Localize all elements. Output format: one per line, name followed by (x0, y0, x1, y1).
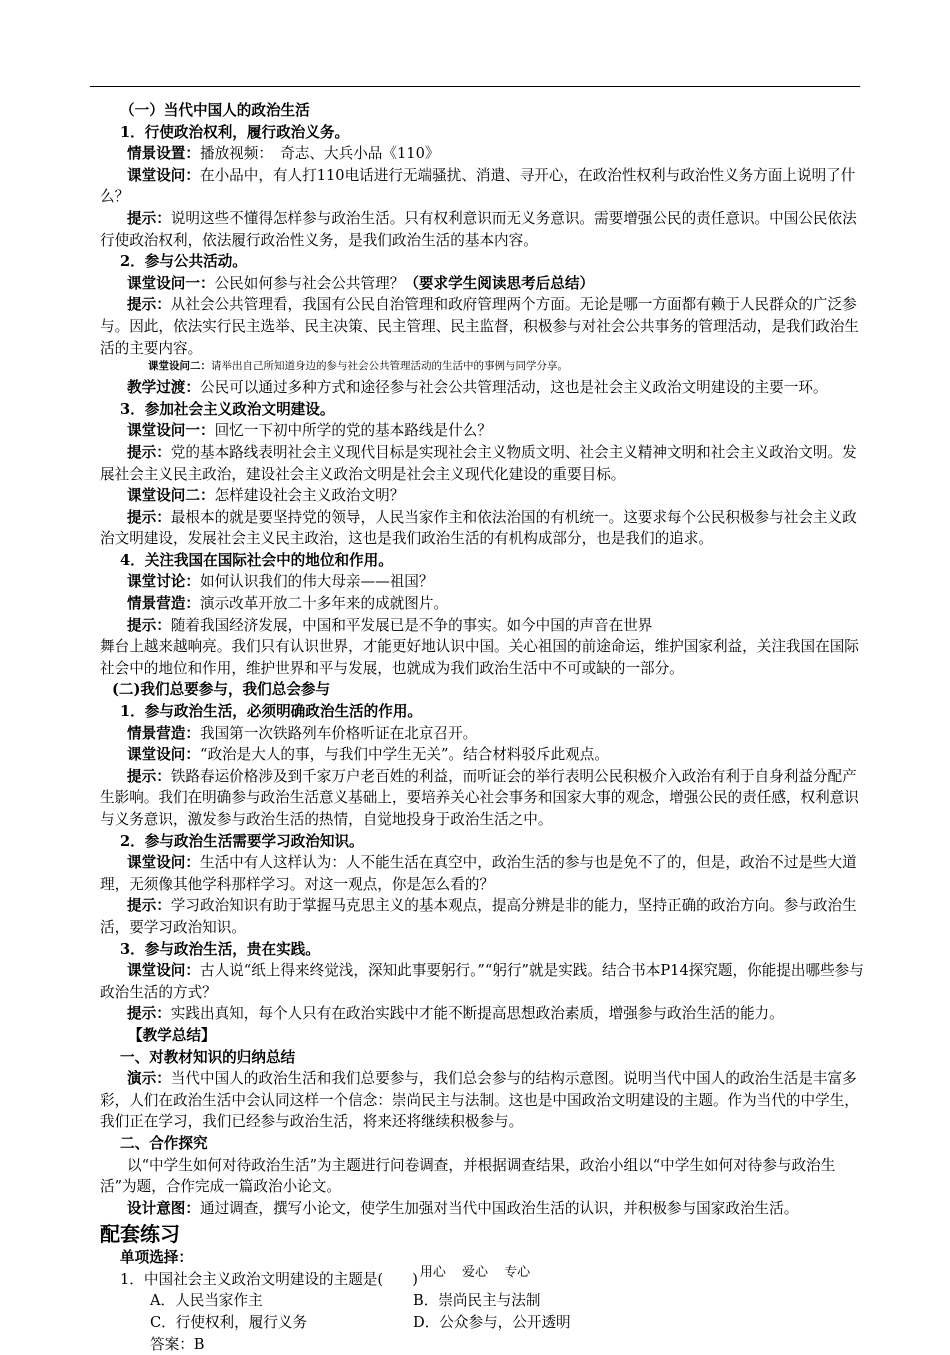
text: 怎样建设社会主义政治文明？ (214, 487, 405, 505)
text: 最根本的就是要坚持党的领导，人民当家作主和依法治国的有机统一。这要求每个公民积极参与社会主义政治文明建设，发展社会主义民主政治，这也是我们政治生活的有机构成部分，也是我们的追求。 (100, 508, 857, 548)
label: 教学过渡： (127, 379, 200, 397)
text: 党的基本路线表明社会主义现代目标是实现社会主义物质文明、社会主义精神文明和社会主义政治文明。发展社会主义民主政治，建设社会主义政治文明是社会主义现代化建设的重要目标。 (100, 443, 857, 483)
options-row (100, 1312, 865, 1334)
label: 课堂讨论： (127, 573, 200, 591)
note: （要求学生阅读思考后总结） (404, 274, 595, 292)
summary-title: 【教学总结】 (128, 1026, 216, 1044)
label: 课堂设问： (127, 746, 200, 764)
label: 设计意图： (127, 1199, 200, 1217)
s1-heading-3: 3．参加社会主义政治文明建设。 (120, 400, 335, 418)
option-d: D．公众参与，公开透明 (413, 1314, 571, 1332)
text: 演示改革开放二十多年来的成就图片。 (199, 595, 449, 613)
s2-heading-3: 3．参与政治生活，贵在实践。 (120, 940, 320, 958)
text: 回忆一下初中所学的党的基本路线是什么？ (214, 422, 492, 440)
option-c: C．行使权利，履行义务 (150, 1314, 308, 1332)
label: 课堂设问： (127, 166, 200, 184)
summary-1-title: 一、对教材知识的归纳总结 (120, 1048, 296, 1066)
text: 学习政治知识有助于掌握马克思主义的基本观点，提高分辨是非的能力，坚持正确的政治方向。参与政治生活，要学习政治知识。 (100, 897, 857, 936)
text: 铁路春运价格涉及到千家万户老百姓的利益，而听证会的举行表明公民积极介入政治有利于自身利益分配产生影响。我们在明确参与政治生活意义基础上，要培养关心社会事务和国家大事的观念，增强公民的责任感，权利意识与义务意识，激发参与政治生活的热情，自觉地投身于政治生活之中。 (100, 767, 859, 828)
page-footer: 用心 爱心 专心 (419, 1265, 531, 1280)
text: 在小品中，有人打110电话进行无端骚扰、消遣、寻开心，在政治性权利与政治性义务方面上说明了什么？ (100, 166, 856, 206)
label: 提示： (127, 1005, 171, 1023)
s2-heading-2: 2．参与政治生活需要学习政治知识。 (120, 832, 364, 850)
label: 情景营造： (127, 724, 200, 742)
label: 情景营造： (127, 595, 200, 613)
text: 公民如何参与社会公共管理？ (214, 274, 405, 292)
s1-heading-2: 2．参与公共活动。 (120, 253, 247, 271)
question-1: 1．中国社会主义政治文明建设的主题是( ) (120, 1270, 418, 1288)
label: 课堂设问二： (148, 360, 211, 373)
text: 说明这些不懂得怎样参与政治生活。只有权利意识而无义务意识。需要增强公民的责任意识。中国公民依法行使政治权利，依法履行政治性义务，是我们政治生活的基本内容。 (100, 209, 857, 249)
text: 从社会公共管理看，我国有公民自治管理和政府管理两个方面。无论是哪一方面都有赖于人民群众的广泛参与。因此，依法实行民主选举、民主决策、民主管理、民主监督，积极参与对社会公共事务的管理活动，是我们政治生活的主要内容。 (100, 296, 859, 357)
section1-title: （一）当代中国人的政治生活 (120, 102, 310, 119)
options-row (100, 1290, 865, 1312)
text: 当代中国人的政治生活和我们总要参与，我们总会参与的结构示意图。说明当代中国人的政治生活是丰富多彩，人们在政治生活中会认同这样一个信念：崇尚民主与法制。这也是中国政治文明建设的主题。作为当代的中学生，我们正在学习，我们已经参与政治生活，将来还将继续积极参与。 (100, 1070, 859, 1131)
text: 随着我国经济发展，中国和平发展已是不争的事实。如今中国的声音在世界 (170, 616, 653, 634)
label: 情景设置： (127, 145, 200, 163)
document-body (100, 100, 865, 1355)
s1-heading-1: 1．行使政治权利，履行政治义务。 (120, 123, 350, 141)
exercise-type: 单项选择： (120, 1249, 193, 1267)
text: 通过调查，撰写小论文，使学生加强对当代中国政治生活的认识，并积极参与国家政治生活。 (199, 1199, 799, 1217)
label: 提示： (127, 209, 171, 227)
label: 演示： (127, 1070, 171, 1088)
label: 提示： (127, 616, 171, 634)
text: “政治是大人的事，与我们中学生无关”。结合材料驳斥此观点。 (199, 746, 609, 764)
summary-2-title: 二、合作探究 (120, 1134, 208, 1152)
s1-heading-4: 4．关注我国在国际社会中的地位和作用。 (120, 551, 393, 569)
option-a: A．人民当家作主 (150, 1292, 263, 1310)
text: 如何认识我们的伟大母亲——祖国？ (199, 573, 434, 591)
answer: 答案：B (150, 1335, 205, 1353)
text: 实践出真知，每个人只有在政治实践中才能不断提高思想政治素质，增强参与政治生活的能力。 (170, 1005, 784, 1023)
label: 课堂设问： (127, 962, 200, 980)
label: 课堂设问二： (127, 487, 215, 505)
paragraph: 舞台上越来越响亮。我们只有认识世界，才能更好地认识中国。关心祖国的前途命运，维护国家利益，关注我国在国际社会中的地位和作用，维护世界和平与发展，也就成为我们政治生活中不可或缺的一部分。 (100, 638, 859, 677)
text: 请举出自己所知道身边的参与社会公共管理活动的生活中的事例与同学分享。 (211, 360, 568, 373)
label: 课堂设问： (127, 854, 200, 872)
label: 提示： (127, 508, 171, 526)
exercise-title: 配套练习 (100, 1222, 180, 1247)
label: 提示： (127, 897, 171, 915)
text: 播放视频： 奇志、大兵小品《110》 (199, 145, 440, 163)
label: 课堂设问一： (127, 422, 215, 440)
text: 古人说“纸上得来终觉浅，深知此事要躬行。”“躬行”就是实践。结合书本P14探究题，你能提出哪些参与政治生活的方式？ (100, 962, 864, 1001)
label: 提示： (127, 767, 171, 785)
section2-title: (二)我们总要参与，我们总会参与 (112, 681, 331, 699)
paragraph: 以“中学生如何对待政治生活”为主题进行问卷调查，并根据调查结果，政治小组以“中学生如何对待参与政治生活”为题，合作完成一篇政治小论文。 (100, 1156, 836, 1196)
text: 我国第一次铁路列车价格听证在北京召开。 (199, 724, 478, 742)
text: 生活中有人这样认为：人不能生活在真空中，政治生活的参与也是免不了的，但是，政治不过是些大道理，无须像其他学科那样学习。对这一观点，你是怎么看的？ (100, 854, 857, 893)
label: 提示： (127, 296, 171, 314)
s2-heading-1: 1．参与政治生活，必须明确政治生活的作用。 (120, 703, 423, 721)
label: 提示： (127, 443, 171, 461)
header-rule (90, 86, 860, 87)
text: 公民可以通过多种方式和途径参与社会公共管理活动，这也是社会主义政治文明建设的主要一环。 (199, 379, 828, 397)
option-b: B．崇尚民主与法制 (413, 1292, 541, 1310)
label: 课堂设问一： (127, 274, 215, 292)
